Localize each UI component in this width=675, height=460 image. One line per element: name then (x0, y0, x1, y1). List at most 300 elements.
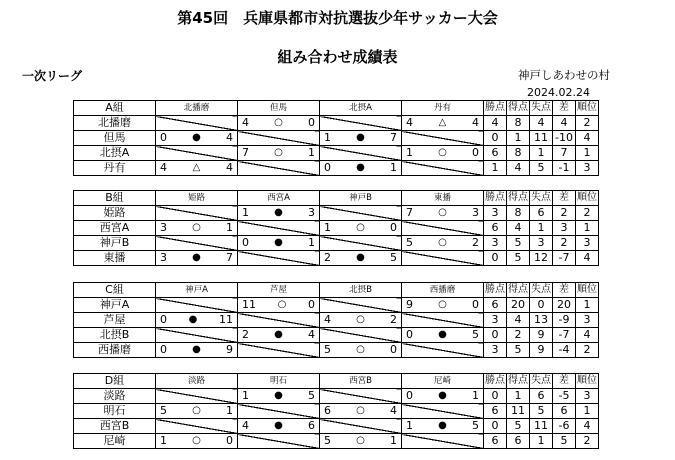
group-header-row (74, 283, 599, 298)
no-match-cell (156, 298, 238, 313)
stat-value: 9 (530, 328, 553, 343)
stat-value: 2 (576, 343, 599, 358)
opponent-header: 姫路 (156, 191, 238, 206)
no-match-cell (402, 251, 484, 266)
score-for: 1 (324, 131, 331, 144)
result-cell (402, 298, 484, 313)
team-row (74, 161, 599, 176)
result-cell (320, 313, 402, 328)
group-table (73, 100, 599, 176)
stat-header: 順位 (576, 191, 599, 206)
score-for: 1 (324, 221, 331, 234)
stat-value: 3 (484, 206, 507, 221)
score-for: 2 (242, 328, 249, 341)
stat-value: 3 (576, 161, 599, 176)
no-match-cell (320, 419, 402, 434)
result-mark: △ (438, 117, 447, 128)
score-for: 3 (160, 221, 167, 234)
result-mark: ○ (438, 237, 447, 248)
stat-value: 20 (507, 298, 530, 313)
stat-value: 1 (507, 131, 530, 146)
stat-value: -10 (553, 131, 576, 146)
result-cell (238, 389, 320, 404)
stat-header: 差 (553, 101, 576, 116)
score-against: 1 (307, 236, 315, 249)
no-match-cell (402, 221, 484, 236)
stat-value: -1 (553, 161, 576, 176)
stat-value: 1 (576, 298, 599, 313)
score-for: 5 (406, 236, 413, 249)
stat-value: 13 (530, 313, 553, 328)
team-row (74, 131, 599, 146)
team-row (74, 389, 599, 404)
result-mark: ● (274, 390, 283, 401)
stat-value: 2 (576, 434, 599, 449)
score-against: 0 (389, 343, 397, 356)
no-match-cell (238, 434, 320, 449)
result-mark: ● (274, 420, 283, 431)
stat-value: 1 (530, 221, 553, 236)
score-against: 2 (471, 236, 479, 249)
score-for: 0 (242, 236, 249, 249)
team-name: 姫路 (74, 206, 156, 221)
score-against: 5 (471, 328, 479, 341)
result-mark: ● (274, 237, 283, 248)
stat-value: -7 (553, 328, 576, 343)
score-for: 9 (406, 298, 413, 311)
result-cell (156, 343, 238, 358)
result-mark: ○ (356, 344, 365, 355)
group-table (73, 373, 599, 449)
score-against: 0 (471, 298, 479, 311)
result-cell (238, 146, 320, 161)
score-against: 1 (389, 434, 397, 447)
team-name: 西宮B (74, 419, 156, 434)
team-name: 西播磨 (74, 343, 156, 358)
stat-header: 得点 (507, 101, 530, 116)
score-against: 2 (389, 313, 397, 326)
stat-value: 5 (507, 343, 530, 358)
stat-header: 順位 (576, 374, 599, 389)
team-name: 西宮A (74, 221, 156, 236)
opponent-header: 東播 (402, 191, 484, 206)
score-for: 0 (406, 328, 413, 341)
no-match-cell (156, 328, 238, 343)
score-for: 4 (324, 313, 331, 326)
score-for: 7 (242, 146, 249, 159)
no-match-cell (156, 389, 238, 404)
result-cell (402, 328, 484, 343)
result-cell (320, 251, 402, 266)
no-match-cell (238, 343, 320, 358)
stat-value: 6 (530, 206, 553, 221)
stat-header: 順位 (576, 101, 599, 116)
no-match-cell (320, 206, 402, 221)
score-against: 0 (225, 434, 233, 447)
group-name: D組 (74, 374, 156, 389)
group-table (73, 282, 599, 358)
score-against: 3 (307, 206, 315, 219)
team-name: 尼崎 (74, 434, 156, 449)
result-mark: ● (438, 329, 447, 340)
opponent-header: 北摂A (320, 101, 402, 116)
team-name: 明石 (74, 404, 156, 419)
score-for: 2 (324, 251, 331, 264)
stat-value: 5 (530, 161, 553, 176)
score-for: 1 (406, 146, 413, 159)
no-match-cell (238, 221, 320, 236)
group-header-row (74, 101, 599, 116)
score-against: 9 (225, 343, 233, 356)
result-cell (320, 434, 402, 449)
score-against: 4 (389, 404, 397, 417)
team-name: 神戸B (74, 236, 156, 251)
team-row (74, 251, 599, 266)
page-title: 第45回 兵庫県都市対抗選抜少年サッカー大会 (177, 9, 498, 27)
score-for: 1 (406, 419, 413, 432)
result-mark: ○ (274, 117, 283, 128)
result-mark: ● (274, 329, 283, 340)
no-match-cell (402, 131, 484, 146)
result-mark: ● (438, 420, 447, 431)
no-match-cell (320, 146, 402, 161)
result-mark: ○ (438, 207, 447, 218)
result-mark: ○ (438, 147, 447, 158)
stat-value: 4 (484, 116, 507, 131)
group-header-row (74, 374, 599, 389)
stat-value: 0 (484, 328, 507, 343)
team-name: 但馬 (74, 131, 156, 146)
score-for: 1 (242, 389, 249, 402)
group-name: B組 (74, 191, 156, 206)
no-match-cell (320, 298, 402, 313)
result-mark: ○ (277, 299, 287, 310)
stat-header: 勝点 (484, 283, 507, 298)
score-for: 0 (160, 343, 167, 356)
result-cell (156, 131, 238, 146)
stat-value: 7 (553, 146, 576, 161)
opponent-header: 西宮A (238, 191, 320, 206)
stat-value: 4 (507, 221, 530, 236)
score-for: 4 (242, 419, 249, 432)
no-match-cell (156, 116, 238, 131)
score-against: 4 (225, 131, 233, 144)
score-against: 11 (218, 313, 233, 326)
result-mark: ○ (438, 299, 447, 310)
stat-value: 3 (553, 221, 576, 236)
stat-value: 5 (507, 251, 530, 266)
score-against: 1 (225, 221, 233, 234)
result-mark: ○ (356, 314, 365, 325)
stat-value: 11 (507, 404, 530, 419)
score-against: 4 (307, 328, 315, 341)
stat-value: 0 (484, 251, 507, 266)
page-subtitle: 組み合わせ成績表 (277, 48, 398, 66)
stat-header: 順位 (576, 283, 599, 298)
opponent-header: 但馬 (238, 101, 320, 116)
stat-value: 0 (530, 298, 553, 313)
team-row (74, 328, 599, 343)
score-for: 4 (160, 161, 167, 174)
result-cell (320, 404, 402, 419)
stat-value: -4 (553, 343, 576, 358)
stat-value: 2 (553, 206, 576, 221)
opponent-header: 西宮B (320, 374, 402, 389)
result-cell (238, 419, 320, 434)
no-match-cell (402, 404, 484, 419)
stat-header: 勝点 (484, 374, 507, 389)
score-against: 1 (389, 161, 397, 174)
stat-value: 5 (530, 404, 553, 419)
result-mark: ● (274, 207, 283, 218)
score-for: 1 (242, 206, 249, 219)
score-for: 0 (406, 389, 413, 402)
group-name: C組 (74, 283, 156, 298)
score-against: 3 (471, 206, 479, 219)
stat-value: 3 (576, 236, 599, 251)
result-mark: ● (438, 390, 447, 401)
result-cell (402, 389, 484, 404)
opponent-header: 神戸B (320, 191, 402, 206)
result-cell (402, 146, 484, 161)
stat-header: 失点 (530, 374, 553, 389)
opponent-header: 芦屋 (238, 283, 320, 298)
stat-value: 6 (553, 404, 576, 419)
stat-header: 勝点 (484, 191, 507, 206)
no-match-cell (238, 131, 320, 146)
score-against: 5 (307, 389, 315, 402)
stat-value: 8 (507, 116, 530, 131)
team-name: 北摂A (74, 146, 156, 161)
stat-value: 1 (530, 434, 553, 449)
stat-value: 3 (484, 343, 507, 358)
stat-header: 失点 (530, 101, 553, 116)
score-against: 6 (307, 419, 315, 432)
result-cell (402, 206, 484, 221)
team-name: 東播 (74, 251, 156, 266)
stat-value: 3 (484, 313, 507, 328)
stat-header: 差 (553, 191, 576, 206)
stat-value: 0 (484, 419, 507, 434)
no-match-cell (320, 236, 402, 251)
result-cell (320, 343, 402, 358)
score-for: 4 (242, 116, 249, 129)
stat-value: 11 (530, 131, 553, 146)
result-cell (320, 161, 402, 176)
venue-label: 神戸しあわせの村 (518, 68, 610, 82)
team-row (74, 146, 599, 161)
score-against: 0 (389, 221, 397, 234)
result-cell (156, 313, 238, 328)
stat-value: 1 (530, 146, 553, 161)
stat-value: 6 (484, 434, 507, 449)
stat-value: 1 (576, 221, 599, 236)
result-cell (238, 328, 320, 343)
score-for: 0 (160, 313, 167, 326)
stat-value: 5 (507, 419, 530, 434)
result-cell (156, 251, 238, 266)
stat-value: 3 (576, 313, 599, 328)
score-against: 1 (471, 389, 479, 402)
score-for: 0 (324, 161, 331, 174)
result-mark: △ (192, 162, 201, 173)
score-against: 5 (389, 251, 397, 264)
stat-value: 9 (530, 343, 553, 358)
stat-value: 4 (553, 116, 576, 131)
score-for: 7 (406, 206, 413, 219)
stat-value: -9 (553, 313, 576, 328)
stat-header: 失点 (530, 191, 553, 206)
stat-value: 6 (484, 146, 507, 161)
score-against: 4 (471, 116, 479, 129)
no-match-cell (238, 251, 320, 266)
no-match-cell (402, 161, 484, 176)
stat-header: 差 (553, 374, 576, 389)
stat-value: 5 (507, 236, 530, 251)
group-table (73, 190, 599, 266)
stat-value: 1 (576, 404, 599, 419)
result-mark: ● (356, 252, 365, 263)
stat-header: 差 (553, 283, 576, 298)
stat-value: 4 (576, 131, 599, 146)
stat-value: 12 (530, 251, 553, 266)
stat-value: 4 (576, 419, 599, 434)
score-against: 0 (471, 146, 479, 159)
stat-value: 8 (507, 146, 530, 161)
result-cell (320, 221, 402, 236)
stat-value: 4 (576, 328, 599, 343)
stat-value: 2 (507, 328, 530, 343)
group-name: A組 (74, 101, 156, 116)
opponent-header: 淡路 (156, 374, 238, 389)
result-mark: ○ (192, 222, 201, 233)
result-mark: ● (188, 314, 198, 325)
score-against: 7 (389, 131, 397, 144)
result-mark: ● (356, 162, 365, 173)
stat-value: 1 (576, 146, 599, 161)
no-match-cell (156, 146, 238, 161)
score-against: 0 (307, 298, 315, 311)
stat-value: 6 (507, 434, 530, 449)
result-cell (320, 131, 402, 146)
stat-value: 11 (530, 419, 553, 434)
result-cell (238, 298, 320, 313)
stat-value: 0 (484, 131, 507, 146)
no-match-cell (238, 404, 320, 419)
team-row (74, 236, 599, 251)
opponent-header: 明石 (238, 374, 320, 389)
result-cell (402, 419, 484, 434)
score-for: 6 (324, 404, 331, 417)
team-name: 芦屋 (74, 313, 156, 328)
score-for: 1 (160, 434, 167, 447)
no-match-cell (156, 236, 238, 251)
result-mark: ○ (356, 222, 365, 233)
result-mark: ● (192, 252, 201, 263)
result-mark: ○ (356, 435, 365, 446)
result-cell (238, 116, 320, 131)
stat-value: -7 (553, 251, 576, 266)
score-for: 5 (324, 434, 331, 447)
result-mark: ○ (274, 147, 283, 158)
team-row (74, 434, 599, 449)
no-match-cell (402, 434, 484, 449)
team-name: 神戸A (74, 298, 156, 313)
result-mark: ○ (192, 405, 201, 416)
team-row (74, 313, 599, 328)
stat-value: 6 (484, 221, 507, 236)
stat-value: 3 (576, 389, 599, 404)
result-cell (238, 236, 320, 251)
score-for: 0 (160, 131, 167, 144)
stat-header: 得点 (507, 283, 530, 298)
stat-value: 3 (530, 236, 553, 251)
stat-value: 4 (576, 251, 599, 266)
stat-value: -6 (553, 419, 576, 434)
opponent-header: 尼崎 (402, 374, 484, 389)
opponent-header: 神戸A (156, 283, 238, 298)
score-for: 3 (160, 251, 167, 264)
stat-header: 得点 (507, 191, 530, 206)
stat-header: 得点 (507, 374, 530, 389)
league-label: 一次リーグ (22, 69, 83, 83)
opponent-header: 丹有 (402, 101, 484, 116)
team-name: 丹有 (74, 161, 156, 176)
opponent-header: 北摂B (320, 283, 402, 298)
team-row (74, 221, 599, 236)
no-match-cell (156, 419, 238, 434)
result-mark: ○ (356, 405, 365, 416)
team-row (74, 419, 599, 434)
stat-value: 20 (553, 298, 576, 313)
result-cell (402, 116, 484, 131)
no-match-cell (402, 343, 484, 358)
result-cell (156, 434, 238, 449)
stat-value: 1 (507, 389, 530, 404)
stat-value: 2 (576, 116, 599, 131)
team-name: 北播磨 (74, 116, 156, 131)
score-for: 11 (242, 298, 256, 311)
score-against: 0 (307, 116, 315, 129)
team-row (74, 206, 599, 221)
result-mark: ● (356, 132, 365, 143)
score-for: 5 (324, 343, 331, 356)
opponent-header: 北播磨 (156, 101, 238, 116)
date-label: 2024.02.24 (527, 86, 590, 99)
score-against: 7 (225, 251, 233, 264)
result-mark: ○ (192, 435, 201, 446)
no-match-cell (238, 161, 320, 176)
team-row (74, 116, 599, 131)
stat-value: 6 (484, 404, 507, 419)
no-match-cell (320, 116, 402, 131)
no-match-cell (156, 206, 238, 221)
no-match-cell (238, 313, 320, 328)
group-header-row (74, 191, 599, 206)
stat-value: 2 (576, 206, 599, 221)
stat-header: 勝点 (484, 101, 507, 116)
score-for: 5 (160, 404, 167, 417)
result-cell (156, 404, 238, 419)
no-match-cell (402, 313, 484, 328)
stat-header: 失点 (530, 283, 553, 298)
team-row (74, 404, 599, 419)
stat-value: 5 (553, 434, 576, 449)
score-against: 5 (471, 419, 479, 432)
score-against: 1 (225, 404, 233, 417)
team-row (74, 343, 599, 358)
stat-value: 2 (553, 236, 576, 251)
